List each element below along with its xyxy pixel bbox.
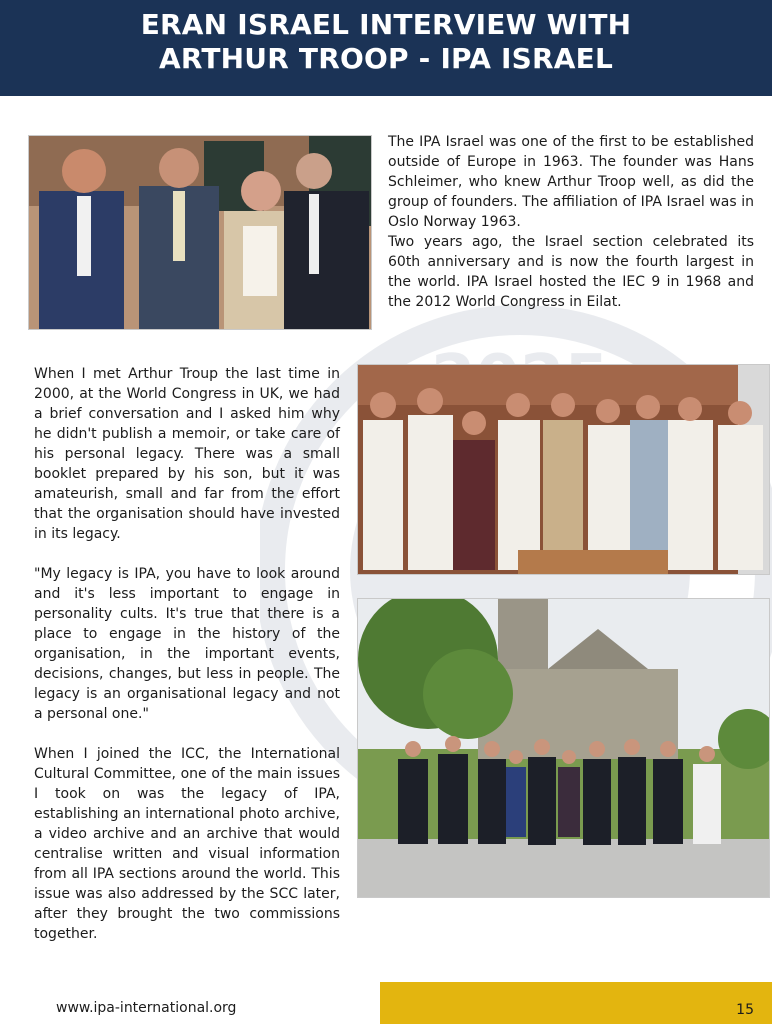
group-photo-four-people	[28, 135, 372, 330]
page-title	[0, 0, 772, 76]
footer-accent-bar	[380, 982, 772, 1024]
intro-line-1: The IPA Israel was one of the first to be established outside of Europe in 1963. The founder was Hans Schleimer, who knew Arthur Troop well, as did the group of founders. The affiliation of IPA Israel was in Oslo Norway 1963.	[388, 134, 754, 230]
body-paragraph-3: When I joined the ICC, the International Cultural Committee, one of the main issues I took on was the legacy of IPA, establishing an international photo archive, a video archive and an archive that would centralise written and visual information from all IPA sections around the world. This issue was also addressed by the SCC later, after they brought the two commissions together.	[34, 746, 340, 942]
footer-website: www.ipa-international.org	[56, 1000, 237, 1016]
body-paragraph-1: When I met Arthur Troup the last time in 2000, at the World Congress in UK, we had a brief conversation and I asked him why he didn't publish a memoir, or take care of his personal legacy. There was a small booklet prepared by his son, but it was amateurish, small and far from the effort that the organisation should have invested in its legacy.	[34, 366, 340, 542]
group-photo-cathedral	[357, 598, 770, 898]
interview-body	[34, 364, 340, 964]
body-paragraph-2: "My legacy is IPA, you have to look around and it's less important to engage in personality cults. It's true that there is a place to engage in the history of the organisation, in the important events, decisions, changes, but less in people. The legacy is an organisational legacy and not a personal one."	[34, 566, 340, 722]
group-photo-indoor	[357, 364, 770, 575]
title-line-1: ERAN ISRAEL INTERVIEW WITH	[140, 8, 632, 41]
intro-line-2: Two years ago, the Israel section celebrated its 60th anniversary and is now the fourth largest in the world. IPA Israel hosted the IEC 9 in 1968 and the 2012 World Congress in Eilat.	[388, 234, 754, 310]
page-header	[0, 0, 772, 96]
intro-paragraph	[388, 132, 754, 312]
page-number: 15	[736, 1002, 754, 1018]
title-line-2: ARTHUR TROOP - IPA ISRAEL	[158, 42, 614, 75]
